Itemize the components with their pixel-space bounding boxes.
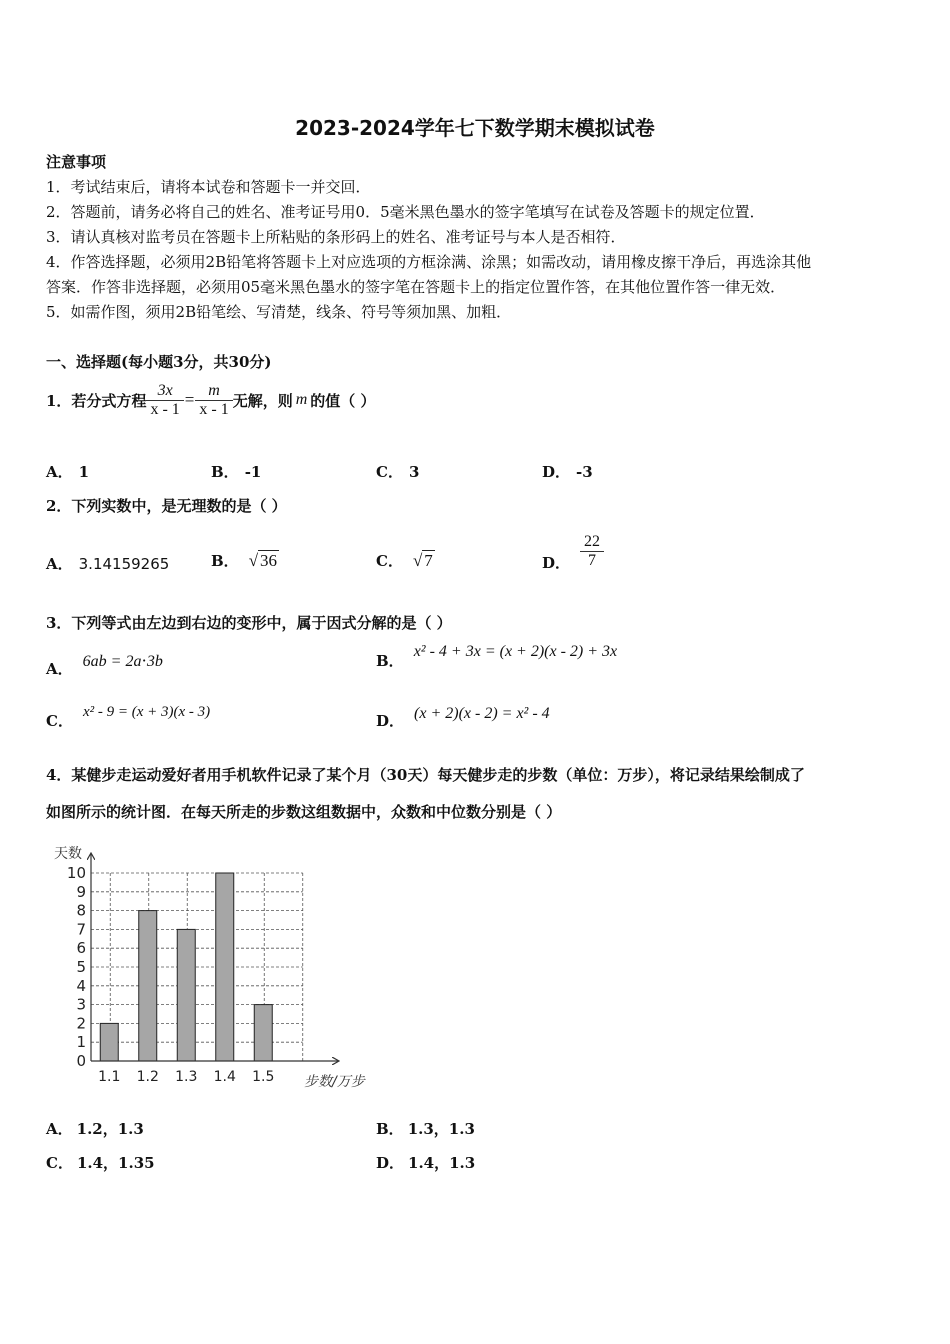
note-item: 2．答题前，请务必将自己的姓名、准考证号用0．5毫米黑色墨水的签字笔填写在试卷及答题卡的规定位置． bbox=[46, 203, 765, 221]
y-tick-label: 9 bbox=[76, 882, 86, 901]
sqrt-36: √ 36 bbox=[248, 550, 278, 570]
q3-option-b[interactable]: B． x² - 4 + 3x = (x + 2)(x - 2) + 3x bbox=[376, 643, 618, 670]
note-item: 答案．作答非选择题，必须用05毫米黑色墨水的签字笔在答题卡上的指定位置作答，在其他位置作答一律无效． bbox=[46, 278, 786, 296]
question-2-stem: 2．下列实数中，是无理数的是（ ） bbox=[46, 497, 287, 515]
question-3-stem: 3．下列等式由左边到右边的变形中，属于因式分解的是（ ） bbox=[46, 614, 452, 632]
q1-option-a[interactable]: A． 1 bbox=[46, 463, 90, 481]
q4-option-d[interactable]: D． 1.4，1.3 bbox=[376, 1154, 476, 1172]
y-tick-label: 0 bbox=[76, 1052, 86, 1070]
y-tick-label: 10 bbox=[66, 864, 86, 882]
fraction-22-7: $\frac{22}{7}$ bbox=[580, 533, 604, 570]
y-tick-label: 3 bbox=[76, 995, 86, 1014]
q1-suffix-a: 无解，则 bbox=[232, 391, 293, 410]
y-tick-label: 5 bbox=[76, 958, 86, 976]
y-tick-label: 1 bbox=[76, 1033, 86, 1052]
y-tick-label: 7 bbox=[76, 920, 86, 939]
question-1 bbox=[46, 375, 376, 425]
y-tick-label: 8 bbox=[76, 901, 86, 920]
q1-option-c[interactable]: C． 3 bbox=[376, 463, 420, 481]
question-4-stem-line1: 4．某健步走运动爱好者用手机软件记录了某个月（30天）每天健步走的步数（单位：万步），将记录结果绘制成了 bbox=[46, 766, 805, 784]
notes-heading: 注意事项 bbox=[46, 153, 107, 171]
q2-option-b[interactable]: B． √ 36 bbox=[211, 550, 278, 570]
y-tick-label: 4 bbox=[76, 976, 86, 995]
y-tick-label: 6 bbox=[76, 939, 86, 958]
y-tick-label: 2 bbox=[76, 1014, 86, 1033]
note-item: 5．如需作图，须用2B铅笔绘、写清楚，线条、符号等须加黑、加粗． bbox=[46, 303, 512, 321]
q1-fraction-left: $\frac{3x}{x - 1}$ bbox=[146, 382, 183, 419]
x-tick-label: 1.2 bbox=[136, 1069, 159, 1085]
x-tick-label: 1.5 bbox=[252, 1069, 275, 1085]
bar-1.2 bbox=[139, 911, 157, 1061]
note-item: 1．考试结束后，请将本试卷和答题卡一并交回． bbox=[46, 178, 371, 196]
q3-option-d[interactable]: D． (x + 2)(x - 2) = x² - 4 bbox=[376, 705, 550, 730]
steps-bar-chart bbox=[40, 838, 385, 1093]
bar-1.1 bbox=[100, 1023, 118, 1061]
note-item: 3．请认真核对监考员在答题卡上所粘贴的条形码上的姓名、准考证号与本人是否相符． bbox=[46, 228, 626, 246]
q1-prefix: 1．若分式方程 bbox=[46, 391, 147, 410]
note-item: 4．作答选择题，必须用2B铅笔将答题卡上对应选项的方框涂满、涂黑；如需改动，请用橡皮擦干净后，再选涂其他 bbox=[46, 253, 812, 271]
q2-option-a[interactable]: A． 3.14159265 bbox=[46, 554, 170, 573]
q4-option-b[interactable]: B． 1.3，1.3 bbox=[376, 1120, 475, 1138]
chart-axes bbox=[91, 854, 338, 1061]
x-tick-label: 1.3 bbox=[175, 1069, 198, 1085]
x-axis-label: 步数/万步 bbox=[304, 1074, 365, 1090]
page-title: 2023-2024学年七下数学期末模拟试卷 bbox=[295, 116, 655, 140]
x-tick-label: 1.1 bbox=[98, 1069, 121, 1085]
q1-suffix-b: 的值（ ） bbox=[310, 391, 376, 410]
x-tick-label: 1.4 bbox=[213, 1069, 236, 1085]
bar-1.3 bbox=[177, 929, 195, 1061]
q1-option-d[interactable]: D． -3 bbox=[542, 463, 593, 481]
q1-option-b[interactable]: B． -1 bbox=[211, 463, 262, 481]
q2-option-d[interactable]: D． $\frac{22}{7}$ bbox=[542, 527, 604, 575]
bar-1.4 bbox=[216, 873, 234, 1061]
q1-var: m bbox=[295, 391, 308, 408]
section-heading: 一、选择题(每小题3分，共30分) bbox=[46, 353, 272, 371]
q3-option-a[interactable]: A． 6ab = 2a⋅3b bbox=[46, 653, 163, 678]
question-4-stem-line2: 如图所示的统计图．在每天所走的步数这组数据中，众数和中位数分别是（ ） bbox=[46, 803, 562, 821]
q4-option-a[interactable]: A． 1.2，1.3 bbox=[46, 1120, 144, 1138]
q1-equals: = bbox=[184, 390, 195, 409]
chart-labels bbox=[67, 864, 274, 1085]
y-axis-label: 天数 bbox=[54, 846, 82, 862]
q4-option-c[interactable]: C． 1.4，1.35 bbox=[46, 1154, 155, 1172]
q1-fraction-right: $\frac{m}{x - 1}$ bbox=[195, 382, 232, 419]
q3-option-c[interactable]: C． x² - 9 = (x + 3)(x - 3) bbox=[46, 704, 211, 730]
bar-1.5 bbox=[254, 1005, 272, 1061]
sqrt-7: √ 7 bbox=[412, 550, 433, 570]
q2-option-c[interactable]: C． √ 7 bbox=[376, 550, 433, 570]
